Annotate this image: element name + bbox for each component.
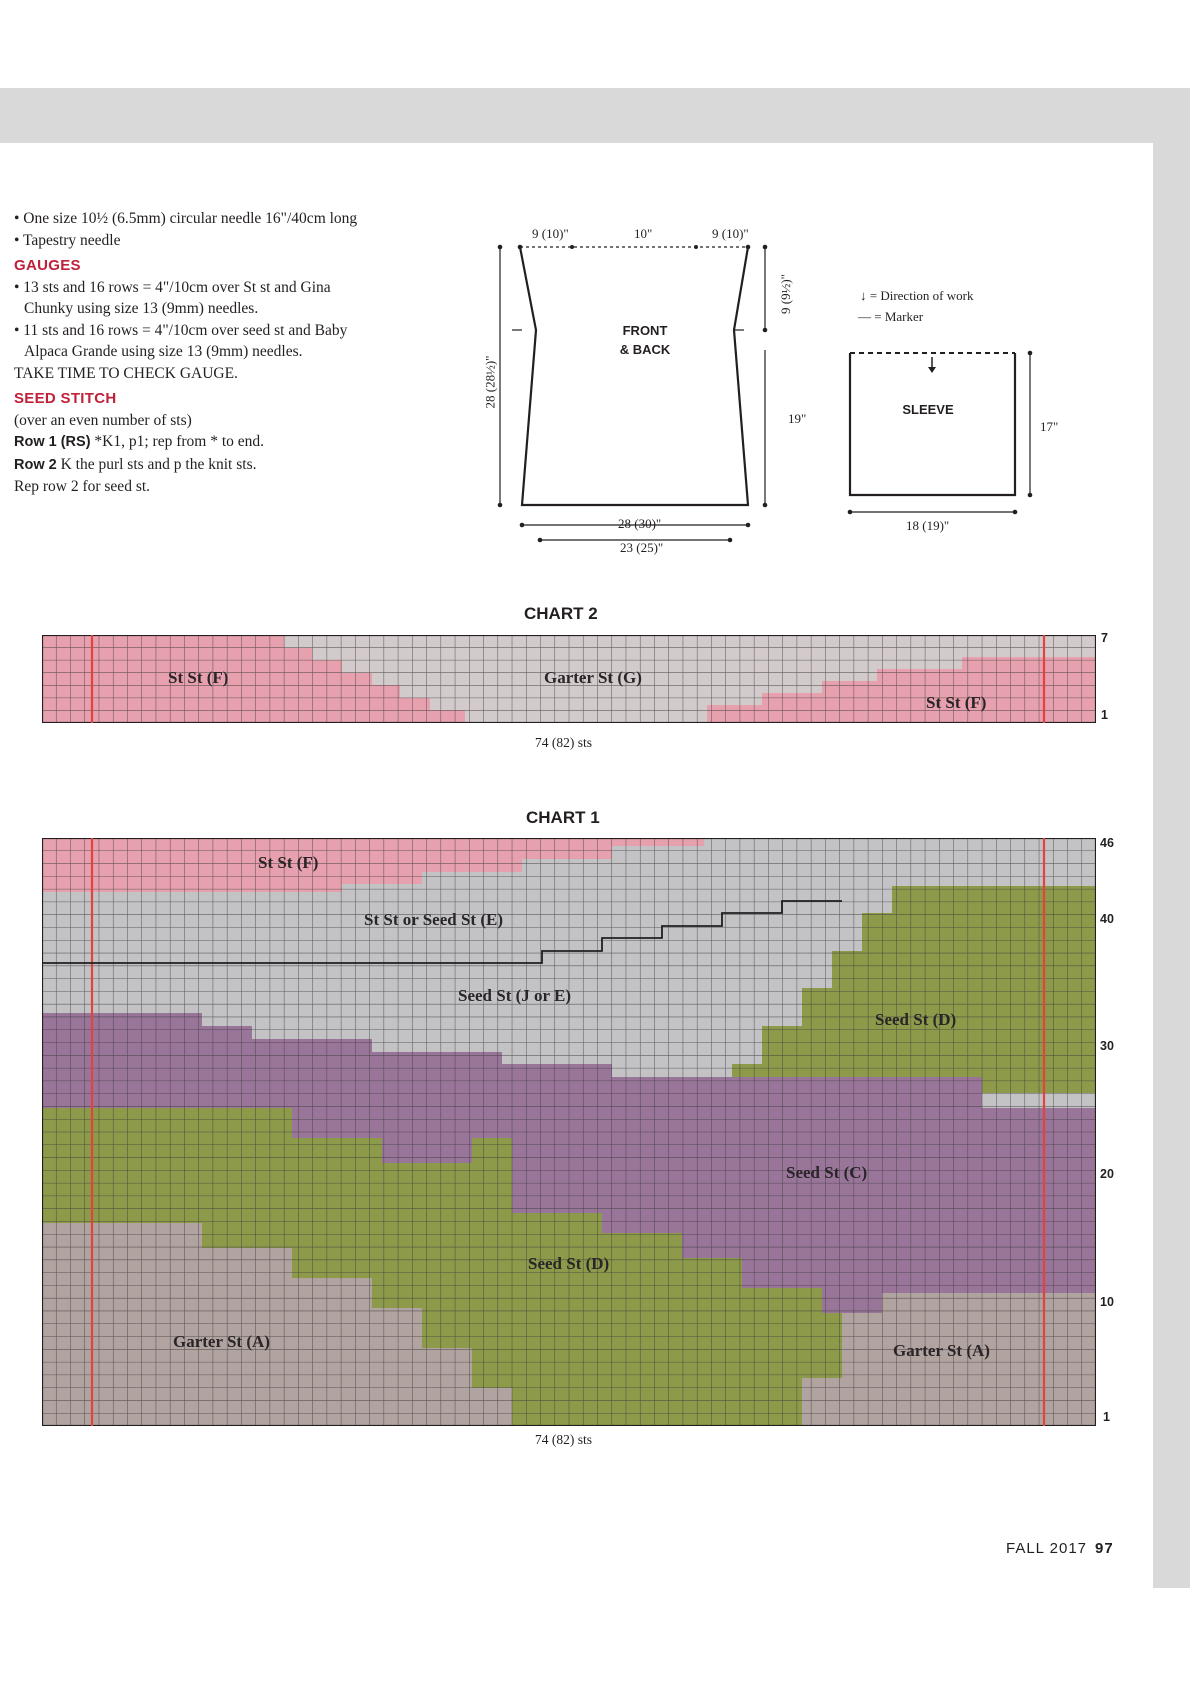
- chart-1-row-46: 46: [1100, 836, 1114, 850]
- chart-1-row-30: 30: [1100, 1039, 1114, 1053]
- gauge-item-2: • 11 sts and 16 rows = 4"/10cm over seed st and Baby Alpaca Grande using size 13 (9mm) needles.: [14, 321, 348, 360]
- seed-row-1: [14, 431, 372, 454]
- gauge-item-1: • 13 sts and 16 rows = 4"/10cm over St st and Gina Chunky using size 13 (9mm) needles.: [14, 278, 331, 317]
- chart-1-label-seed-d-mid: Seed St (D): [528, 1254, 610, 1273]
- chart-1-label-seed-j: Seed St (J or E): [458, 986, 572, 1005]
- chart-1-stitch-count: 74 (82) sts: [535, 1432, 592, 1447]
- chart-1-title: CHART 1: [526, 808, 600, 827]
- gauges-heading: GAUGES: [14, 257, 81, 274]
- row-2-text: K the purl sts and p the knit sts.: [56, 455, 257, 473]
- scan-top-margin: [0, 88, 1190, 143]
- legend-direction: [860, 288, 973, 304]
- chart-2-row-1: 1: [1101, 708, 1108, 722]
- sleeve-schematic: [830, 345, 1060, 535]
- dim-right-top: 9 (9½)": [777, 274, 793, 314]
- chart-2-title: CHART 2: [524, 604, 598, 623]
- chart-1-label-seed-d-top: Seed St (D): [875, 1010, 957, 1029]
- chart-1-garter-a-left-tip: [472, 1388, 512, 1426]
- gauge-check-note: TAKE TIME TO CHECK GAUGE.: [14, 364, 238, 382]
- chart-1-label-garter-a-left: Garter St (A): [173, 1332, 270, 1351]
- dim-top-middle: 10": [634, 226, 653, 241]
- materials-and-gauge-column: [14, 208, 372, 498]
- row-2-label: Row 2: [14, 456, 57, 473]
- chart-2-label-left: St St (F): [168, 668, 229, 687]
- dim-bottom-wide: 28 (30)": [618, 516, 662, 531]
- needle-item: • One size 10½ (6.5mm) circular needle 16"/40cm long: [14, 210, 358, 227]
- dim-left-height: 28 (28½)": [482, 355, 498, 409]
- tapestry-item: • Tapestry needle: [14, 231, 121, 249]
- sleeve-label: SLEEVE: [902, 402, 954, 417]
- legend-marker: [858, 309, 923, 325]
- issue-label: FALL 2017: [1006, 1540, 1088, 1557]
- chart-1-row-20: 20: [1100, 1167, 1114, 1181]
- chart-1-row-10: 10: [1100, 1295, 1114, 1309]
- page-number: 97: [1095, 1540, 1114, 1557]
- front-back-schematic: [490, 225, 810, 565]
- page-footer: [1006, 1540, 1114, 1557]
- scan-right-margin: [1153, 88, 1190, 1588]
- chart-1-row-1: 1: [1103, 1410, 1110, 1424]
- row-1-text: *K1, p1; rep from * to end.: [90, 433, 265, 450]
- chart-1-label-garter-a-right: Garter St (A): [893, 1341, 990, 1360]
- seed-stitch-note: (over an even number of sts): [14, 411, 192, 429]
- chart-1-label-seed-c: Seed St (C): [786, 1163, 868, 1182]
- down-arrow-icon: ↓: [860, 288, 870, 303]
- front-back-label-line1: FRONT: [622, 323, 668, 338]
- dim-right-height: 19": [788, 411, 807, 426]
- seed-repeat: Rep row 2 for seed st.: [14, 478, 151, 495]
- chart-1-row-40: 40: [1100, 912, 1114, 926]
- chart-2-row-7: 7: [1101, 631, 1108, 645]
- dim-sleeve-height: 17": [1040, 419, 1059, 434]
- marker-dash-icon: —: [858, 309, 875, 324]
- legend-direction-text: = Direction of work: [869, 288, 974, 303]
- front-back-label-line2: & BACK: [619, 342, 671, 357]
- chart-2-stitch-count: 74 (82) sts: [535, 735, 592, 750]
- dim-bottom-narrow: 23 (25)": [620, 540, 664, 555]
- row-1-label: Row 1 (RS): [14, 434, 91, 450]
- chart-2-label-middle: Garter St (G): [544, 668, 642, 687]
- dim-sleeve-width: 18 (19)": [906, 518, 950, 533]
- dim-top-left: 9 (10)": [532, 226, 569, 241]
- seed-stitch-heading: SEED STITCH: [14, 390, 117, 407]
- dim-top-right: 9 (10)": [712, 226, 749, 241]
- front-back-outline: [520, 247, 748, 505]
- chart-2-label-right: St St (F): [926, 693, 987, 712]
- legend-marker-text: = Marker: [874, 309, 924, 324]
- chart-1-label-st-st-e: St St or Seed St (E): [364, 910, 503, 929]
- seed-row-2: [14, 454, 372, 477]
- front-back-label: [600, 321, 690, 359]
- chart-1-label-st-st-f: St St (F): [258, 853, 319, 872]
